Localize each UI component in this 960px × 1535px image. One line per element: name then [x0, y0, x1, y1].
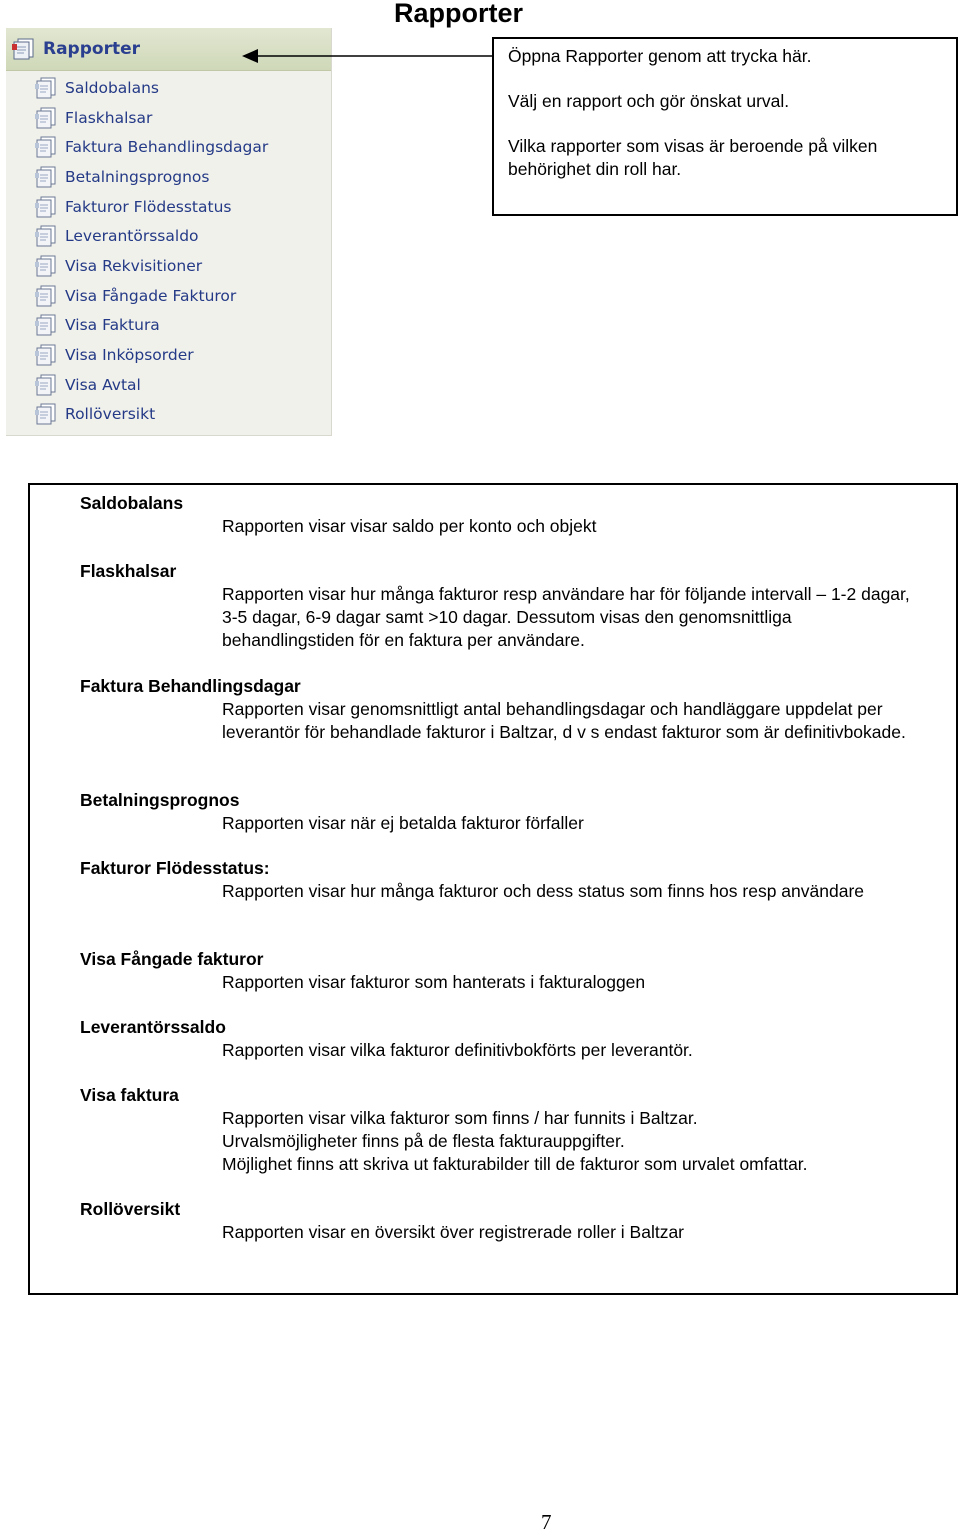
- sidebar-item-visa-avtal[interactable]: [6, 370, 331, 400]
- sidebar-item-saldobalans[interactable]: [6, 73, 331, 103]
- callout-line: Välj en rapport och gör önskat urval.: [508, 91, 790, 111]
- report-document-icon: [33, 136, 59, 158]
- sidebar-item-label: Visa Rekvisitioner: [65, 256, 203, 275]
- sidebar-item-label: Visa Faktura: [65, 316, 160, 335]
- entry-title-rolloversikt: Rollöversikt: [80, 1199, 181, 1219]
- entry-title-visa-fangade-fakturor: Visa Fångade fakturor: [80, 949, 264, 969]
- sidebar-item-fakturor-flodesstatus[interactable]: [6, 192, 331, 222]
- sidebar-item-label: Faktura Behandlingsdagar: [65, 138, 269, 157]
- report-document-icon: [11, 38, 37, 60]
- sidebar-list: [6, 73, 331, 429]
- instruction-callout: [492, 37, 958, 216]
- sidebar-item-label: Leverantörssaldo: [65, 227, 199, 246]
- callout-line: Vilka rapporter som visas är beroende på vilken behörighet din roll har.: [508, 136, 878, 179]
- desc-line: Möjlighet finns att skriva ut fakturabilder till de fakturor som urvalet omfattar.: [222, 1154, 808, 1174]
- report-document-icon: [33, 196, 59, 218]
- report-document-icon: [33, 225, 59, 247]
- report-document-icon: [33, 344, 59, 366]
- entry-desc-visa-faktura: [222, 1107, 942, 1176]
- report-document-icon: [33, 314, 59, 336]
- page-title: Rapporter: [394, 0, 524, 28]
- entry-title-flaskhalsar: Flaskhalsar: [80, 561, 177, 581]
- sidebar-item-label: Visa Avtal: [65, 375, 141, 394]
- entry-desc-leverantorssaldo: Rapporten visar vilka fakturor definitivbokförts per leverantör.: [222, 1040, 693, 1060]
- entry-title-visa-faktura: Visa faktura: [80, 1085, 179, 1105]
- entry-desc-flaskhalsar: Rapporten visar hur många fakturor resp användare har för följande intervall – 1-2 dagar, 3-5 dagar, 6-9 dagar samt >10 dagar. Dessutom visas den genomsnittliga behandlingstiden för en faktura per användare.: [222, 584, 910, 650]
- report-document-icon: [33, 285, 59, 307]
- reports-sidebar: [6, 28, 332, 436]
- sidebar-item-visa-rekvisitioner[interactable]: [6, 251, 331, 281]
- report-document-icon: [33, 107, 59, 129]
- report-descriptions: [28, 483, 958, 1295]
- entry-desc-betalningsprognos: Rapporten visar när ej betalda fakturor förfaller: [222, 813, 584, 833]
- sidebar-item-betalningsprognos[interactable]: [6, 162, 331, 192]
- entry-title-betalningsprognos: Betalningsprognos: [80, 790, 240, 810]
- entry-desc-rolloversikt: Rapporten visar en översikt över registrerade roller i Baltzar: [222, 1222, 684, 1242]
- entry-desc-faktura-behandlingsdagar: Rapporten visar genomsnittligt antal behandlingsdagar och handläggare uppdelat per leverantör för behandlade fakturor i Baltzar, d v s endast fakturor som är definitivbokade.: [222, 699, 906, 742]
- sidebar-item-label: Visa Inköpsorder: [65, 346, 194, 365]
- entry-title-leverantorssaldo: Leverantörssaldo: [80, 1017, 226, 1037]
- sidebar-item-label: Fakturor Flödesstatus: [65, 197, 232, 216]
- sidebar-item-faktura-behandlingsdagar[interactable]: [6, 132, 331, 162]
- entry-title-fakturor-flodesstatus: Fakturor Flödesstatus:: [80, 858, 270, 878]
- sidebar-item-leverantorssaldo[interactable]: [6, 221, 331, 251]
- report-document-icon: [33, 77, 59, 99]
- entry-title-faktura-behandlingsdagar: Faktura Behandlingsdagar: [80, 676, 301, 696]
- sidebar-item-label: Betalningsprognos: [65, 167, 210, 186]
- desc-line: Rapporten visar vilka fakturor som finns / har funnits i Baltzar.: [222, 1108, 698, 1128]
- report-document-icon: [33, 374, 59, 396]
- entry-desc-fakturor-flodesstatus: Rapporten visar hur många fakturor och dess status som finns hos resp användare: [222, 881, 865, 901]
- sidebar-item-visa-fangade-fakturor[interactable]: [6, 281, 331, 311]
- callout-line: Öppna Rapporter genom att trycka här.: [508, 46, 812, 66]
- sidebar-item-label: Visa Fångade Fakturor: [65, 286, 237, 305]
- report-document-icon: [33, 255, 59, 277]
- sidebar-item-flaskhalsar[interactable]: [6, 103, 331, 133]
- report-document-icon: [33, 403, 59, 425]
- report-document-icon: [33, 166, 59, 188]
- sidebar-item-label: Rollöversikt: [65, 405, 156, 424]
- sidebar-item-label: Saldobalans: [65, 78, 160, 97]
- sidebar-item-rolloversikt[interactable]: [6, 400, 331, 430]
- sidebar-item-label: Flaskhalsar: [65, 108, 153, 127]
- desc-line: Urvalsmöjligheter finns på de flesta fakturauppgifter.: [222, 1131, 625, 1151]
- sidebar-header-label: Rapporter: [43, 39, 141, 59]
- pointer-arrow-icon: [240, 46, 494, 66]
- page-number: 7: [541, 1510, 552, 1534]
- entry-desc-visa-fangade-fakturor: Rapporten visar fakturor som hanterats i fakturaloggen: [222, 972, 646, 992]
- entry-title-saldobalans: Saldobalans: [80, 493, 184, 513]
- entry-desc-saldobalans: Rapporten visar visar saldo per konto och objekt: [222, 516, 597, 536]
- sidebar-item-visa-faktura[interactable]: [6, 311, 331, 341]
- sidebar-item-visa-inkopsorder[interactable]: [6, 340, 331, 370]
